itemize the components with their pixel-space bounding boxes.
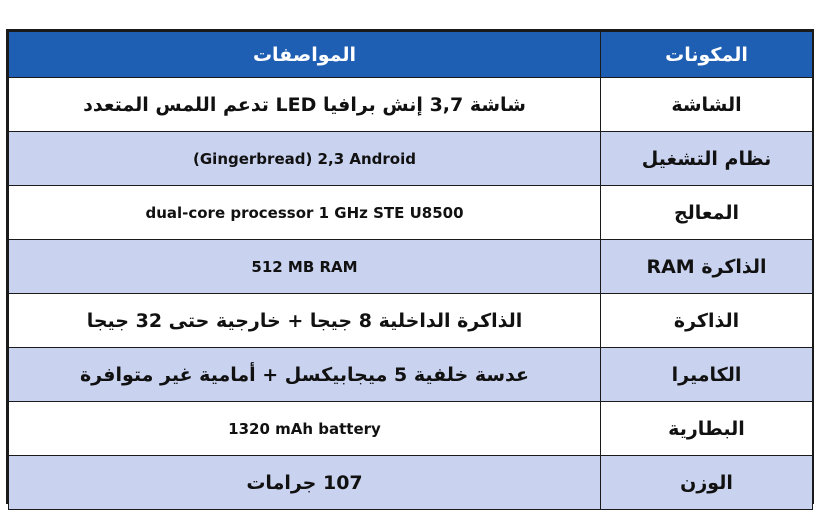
row-component-processor: المعالج	[601, 186, 813, 240]
table-row	[9, 240, 813, 294]
row-spec-os: (Gingerbread) 2,3 Android	[9, 132, 601, 186]
table-header-row	[9, 32, 813, 78]
spec-table	[8, 31, 813, 510]
table-row	[9, 348, 813, 402]
row-spec-battery: 1320 mAh battery	[9, 402, 601, 456]
row-component-camera: الكاميرا	[601, 348, 813, 402]
table-row	[9, 186, 813, 240]
row-spec-processor: dual-core processor 1 GHz STE U8500	[9, 186, 601, 240]
row-spec-ram: 512 MB RAM	[9, 240, 601, 294]
row-spec-storage: الذاكرة الداخلية 8 جيجا + خارجية حتى 32 جيجا	[9, 294, 601, 348]
row-spec-camera: عدسة خلفية 5 ميجابيكسل + أمامية غير متوافرة	[9, 348, 601, 402]
table-row	[9, 456, 813, 510]
row-component-storage: الذاكرة	[601, 294, 813, 348]
row-component-weight: الوزن	[601, 456, 813, 510]
table-row	[9, 294, 813, 348]
row-spec-screen: شاشة 3,7 إنش برافيا LED تدعم اللمس المتعدد	[9, 78, 601, 132]
table-row	[9, 78, 813, 132]
spec-table-frame	[6, 29, 814, 504]
table-row	[9, 402, 813, 456]
header-spec: المواصفات	[9, 32, 601, 78]
table-row	[9, 132, 813, 186]
row-spec-weight: 107 جرامات	[9, 456, 601, 510]
row-component-battery: البطارية	[601, 402, 813, 456]
row-component-ram: الذاكرة RAM	[601, 240, 813, 294]
row-component-screen: الشاشة	[601, 78, 813, 132]
header-component: المكونات	[601, 32, 813, 78]
row-component-os: نظام التشغيل	[601, 132, 813, 186]
